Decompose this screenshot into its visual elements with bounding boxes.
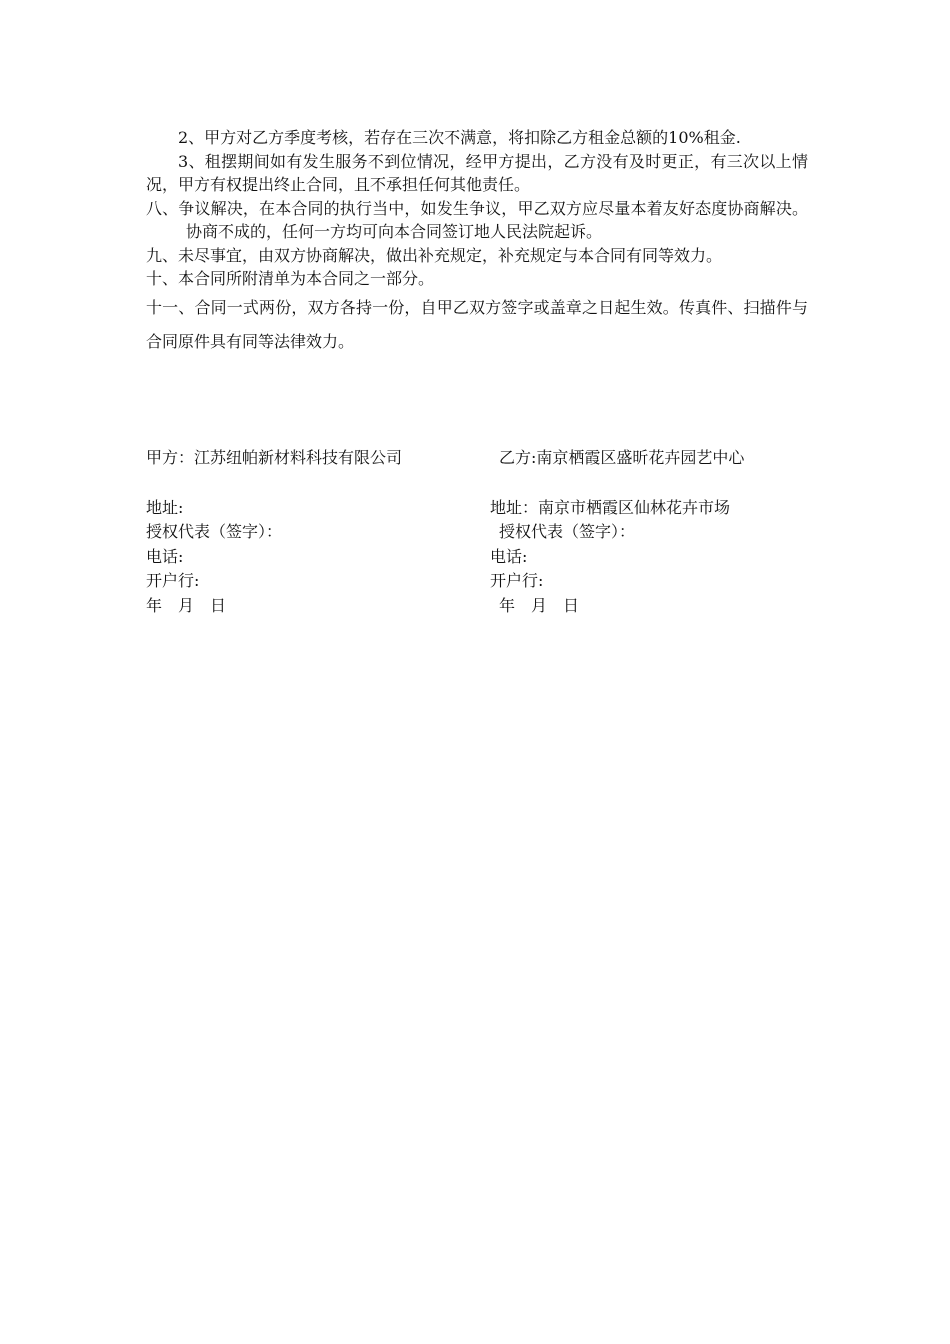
party-a-name: 甲方：江苏纽帕新材料科技有限公司: [146, 448, 403, 467]
party-a-bank: 开户行:: [146, 571, 200, 590]
party-b-name: 乙方:南京栖霞区盛昕花卉园艺中心: [499, 448, 745, 467]
party-a-representative: 授权代表（签字）：: [146, 522, 283, 541]
party-a-address: 地址:: [146, 498, 184, 517]
party-a-date: 年 月 日: [146, 596, 227, 615]
article-8-dispute-resolution: 八、争议解决，在本合同的执行当中，如发生争议，甲乙双方应尽量本着友好态度协商解决。协商不成的，任何一方均可向本合同签订地人民法院起诉。: [146, 198, 808, 241]
party-b-phone: 电话:: [490, 547, 528, 566]
article-9-supplementary: 九、未尽事宜，由双方协商解决，做出补充规定，补充规定与本合同有同等效力。: [146, 245, 723, 265]
party-b-representative: 授权代表（签字）：: [499, 522, 636, 541]
clause-item-2: 2、甲方对乙方季度考核，若存在三次不满意，将扣除乙方租金总额的10%租金.: [178, 128, 741, 147]
party-b-bank: 开户行:: [490, 571, 544, 590]
party-b-address: 地址：南京市栖霞区仙林花卉市场: [490, 498, 731, 517]
party-a-phone: 电话:: [146, 547, 184, 566]
clause-item-3: 3、租摆期间如有发生服务不到位情况，经甲方提出，乙方没有及时更正，有三次以上情况，甲方有权提出终止合同，且不承担任何其他责任。: [146, 151, 808, 194]
party-b-date: 年 月 日: [499, 596, 580, 615]
contract-clauses: [146, 126, 808, 359]
article-11-effectiveness: 十一、合同一式两份，双方各持一份，自甲乙双方签字或盖章之日起生效。传真件、扫描件与合同原件具有同等法律效力。: [146, 297, 808, 351]
article-10-attachment: 十、本合同所附清单为本合同之一部分。: [146, 269, 435, 288]
